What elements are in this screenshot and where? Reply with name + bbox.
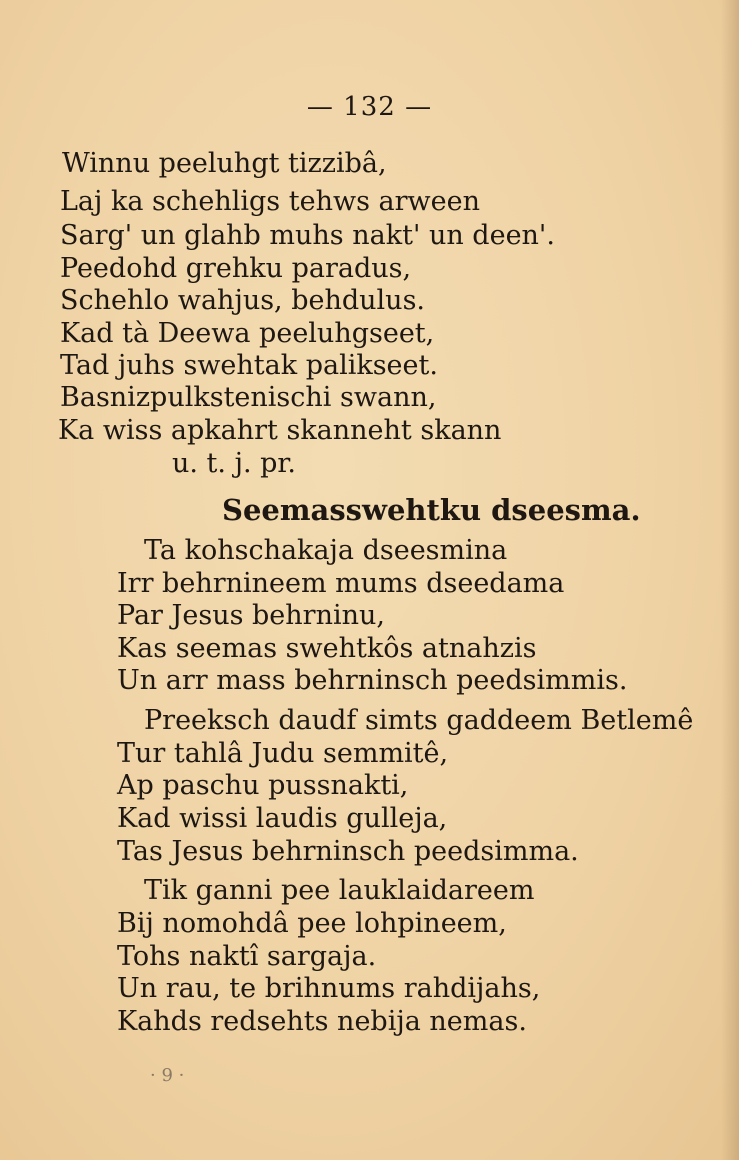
page-edge-shadow <box>721 0 739 1160</box>
poem-line: Ka wiss apkahrt skanneht skann <box>58 415 502 446</box>
poem-line: Preeksch daudf simts gaddeem Betlemê <box>144 705 694 736</box>
poem-line: Bij nomohdâ pee lohpineem, <box>117 908 507 939</box>
song-title: Seemasswehtku dseesma. <box>222 493 641 527</box>
poem-line: Kad wissi laudis gulleja, <box>117 803 448 834</box>
poem-line: Kahds redsehts nebija nemas. <box>117 1006 527 1037</box>
poem-line: Irr behrnineem mums dseedama <box>117 568 565 599</box>
poem-line: Tik ganni pee lauklaidareem <box>144 875 535 906</box>
page-number: — 132 — <box>306 92 433 122</box>
poem-line: Schehlo wahjus, behdulus. <box>60 285 426 316</box>
poem-line: Sarg' un glahb muhs nakt' un deen'. <box>60 220 555 251</box>
poem-line: Peedohd grehku paradus, <box>60 253 412 284</box>
poem-line: Kad tà Deewa peeluhgseet, <box>60 318 435 349</box>
poem-line: Un arr mass behrninsch peedsimmis. <box>117 665 628 696</box>
poem-line: Kas seemas swehtkôs atnahzis <box>117 633 537 664</box>
poem-line-closing: u. t. j. pr. <box>172 448 296 479</box>
poem-line: Tohs naktî sargaja. <box>117 941 377 972</box>
poem-line: Tad juhs swehtak palikseet. <box>60 350 438 381</box>
poem-line: Ta kohschakaja dseesmina <box>144 535 508 566</box>
poem-line: Par Jesus behrninu, <box>117 600 385 631</box>
poem-line: Ap paschu pussnakti, <box>117 770 409 801</box>
printer-mark: · 9 · <box>150 1065 185 1086</box>
poem-line: Basnizpulkstenischi swann, <box>60 382 437 413</box>
poem-line: Laj ka schehligs tehws arween <box>60 186 480 217</box>
poem-line: Tas Jesus behrninsch peedsimma. <box>117 836 579 867</box>
poem-line: Un rau, te brihnums rahdijahs, <box>117 973 541 1004</box>
poem-line: Tur tahlâ Judu semmitê, <box>117 738 449 769</box>
poem-line: Winnu peeluhgt tizzibâ, <box>62 148 387 179</box>
